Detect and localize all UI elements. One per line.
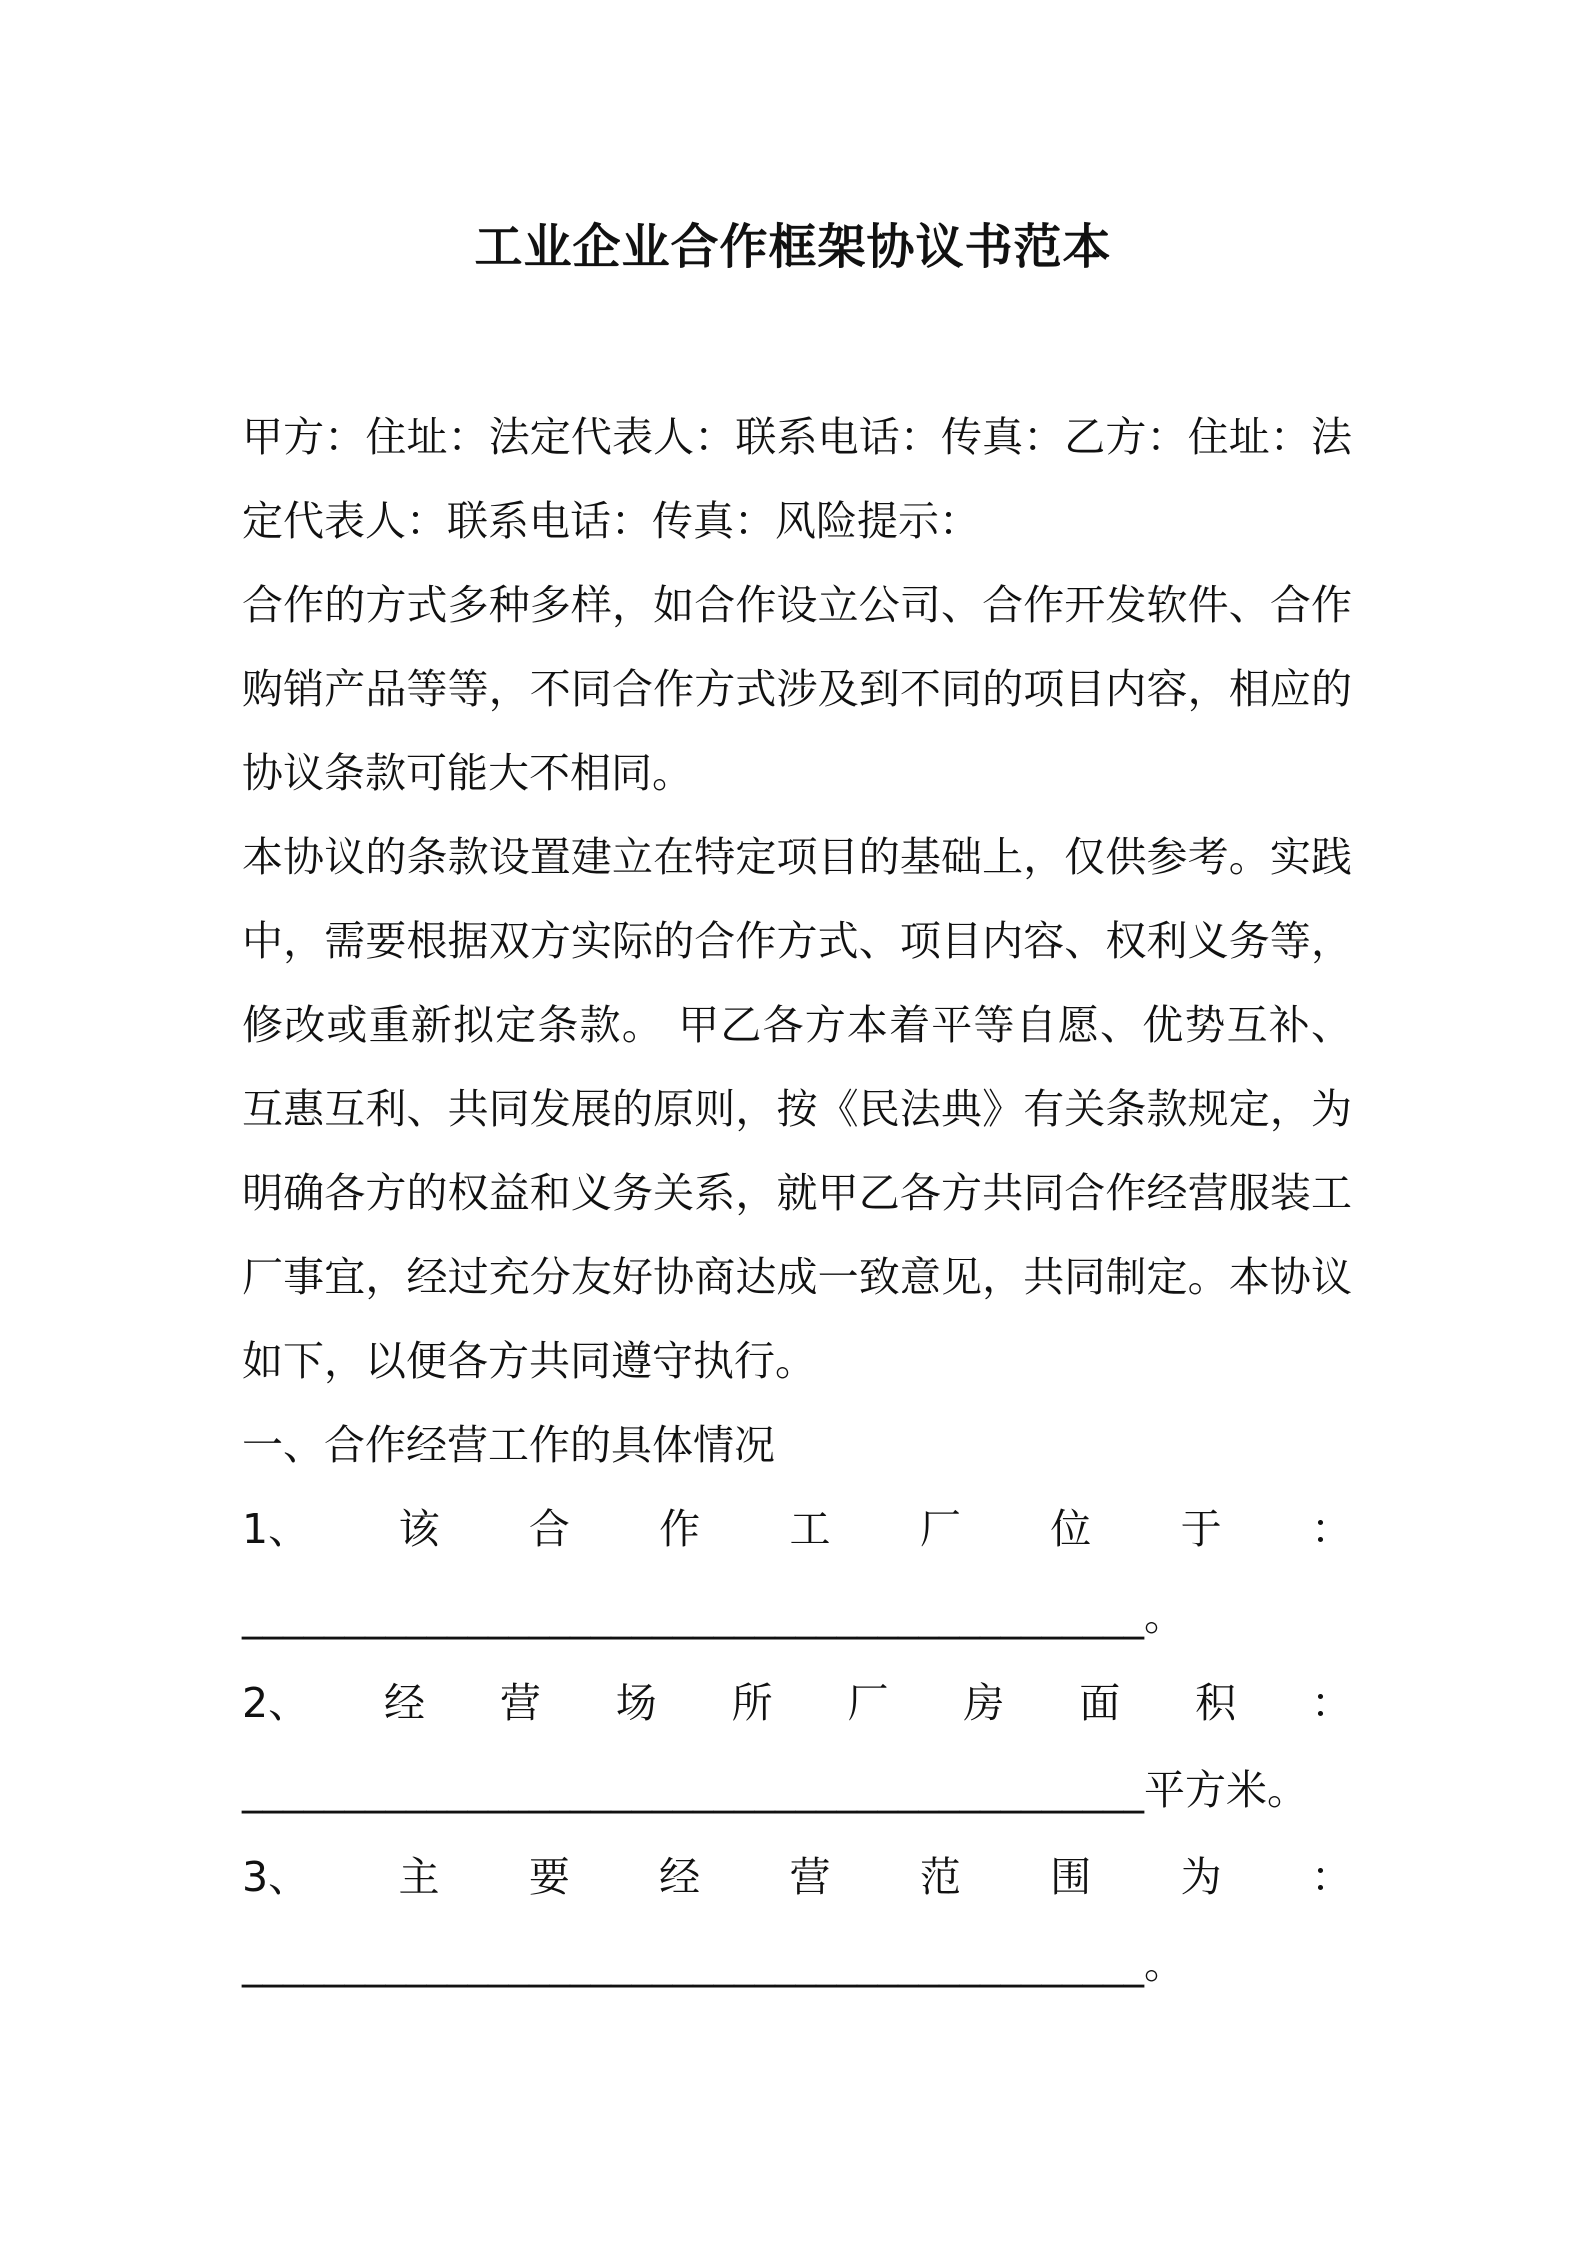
item-2-blank: ____________________________________________ xyxy=(242,1766,1144,1814)
item-3-part: 要 xyxy=(528,1853,570,1901)
item-2-part: ： xyxy=(1310,1679,1352,1727)
item-2-part: 房 xyxy=(963,1679,1005,1727)
item-3-part: 范 xyxy=(919,1853,961,1901)
item-1-label xyxy=(242,1487,1352,1571)
item-1-blank-line xyxy=(242,1571,1352,1661)
item-1-suffix: 。 xyxy=(1144,1592,1185,1640)
item-2-label xyxy=(242,1661,1352,1745)
item-2-suffix: 平方米。 xyxy=(1144,1766,1308,1814)
parties-paragraph: 甲方：住址：法定代表人：联系电话：传真：乙方：住址：法定代表人：联系电话：传真：风险提示： xyxy=(242,413,1352,545)
item-1-part: 于 xyxy=(1180,1505,1222,1553)
item-2-part: 积 xyxy=(1195,1679,1237,1727)
section-heading: 一、合作经营工作的具体情况 xyxy=(242,1421,775,1469)
item-2-part: 厂 xyxy=(847,1679,889,1727)
item-3-part: 围 xyxy=(1050,1853,1092,1901)
item-2-part: 经 xyxy=(383,1679,425,1727)
item-3-blank: ____________________________________________ xyxy=(242,1940,1144,1988)
item-2-part: 场 xyxy=(615,1679,657,1727)
item-1-blank: ____________________________________________ xyxy=(242,1592,1144,1640)
item-1-part: 厂 xyxy=(919,1505,961,1553)
document-title: 工业企业合作框架协议书范本 xyxy=(474,219,1112,275)
item-3-part: 经 xyxy=(659,1853,701,1901)
item-3-label xyxy=(242,1835,1352,1919)
risk-note-paragraph: 合作的方式多种多样，如合作设立公司、合作开发软件、合作购销产品等等，不同合作方式涉及到不同的项目内容，相应的协议条款可能大不相同。 xyxy=(242,581,1352,797)
item-1-part: 作 xyxy=(659,1505,701,1553)
item-3-part: 3、 xyxy=(242,1853,310,1901)
item-3-part: 为 xyxy=(1180,1853,1222,1901)
item-1-part: 该 xyxy=(398,1505,440,1553)
item-1-part: 位 xyxy=(1050,1505,1092,1553)
item-3-blank-line xyxy=(242,1919,1352,2009)
item-1-part: ： xyxy=(1310,1505,1352,1553)
item-2-part: 2、 xyxy=(242,1679,310,1727)
purpose-paragraph: 本协议的条款设置建立在特定项目的基础上，仅供参考。实践中，需要根据双方实际的合作方式、项目内容、权利义务等，修改或重新拟定条款。 甲乙各方本着平等自愿、优势互补、互惠互利、共同发展的原则，按《民法典》有关条款规定，为明确各方的权益和义务关系，就甲乙各方共同合作经营服装工厂事宜，经过充分友好协商达成一致意见，共同制定。本协议如下，以便各方共同遵守执行。 xyxy=(242,833,1352,1385)
item-3-part: 主 xyxy=(398,1853,440,1901)
item-3-part: ： xyxy=(1310,1853,1352,1901)
item-2-part: 面 xyxy=(1079,1679,1121,1727)
item-1-part: 1、 xyxy=(242,1505,310,1553)
item-3-part: 营 xyxy=(789,1853,831,1901)
item-3-suffix: 。 xyxy=(1144,1940,1185,1988)
item-2-blank-line xyxy=(242,1745,1352,1835)
document-body xyxy=(242,395,1352,2009)
item-1-part: 合 xyxy=(528,1505,570,1553)
item-2-part: 所 xyxy=(731,1679,773,1727)
item-1-part: 工 xyxy=(789,1505,831,1553)
item-2-part: 营 xyxy=(499,1679,541,1727)
